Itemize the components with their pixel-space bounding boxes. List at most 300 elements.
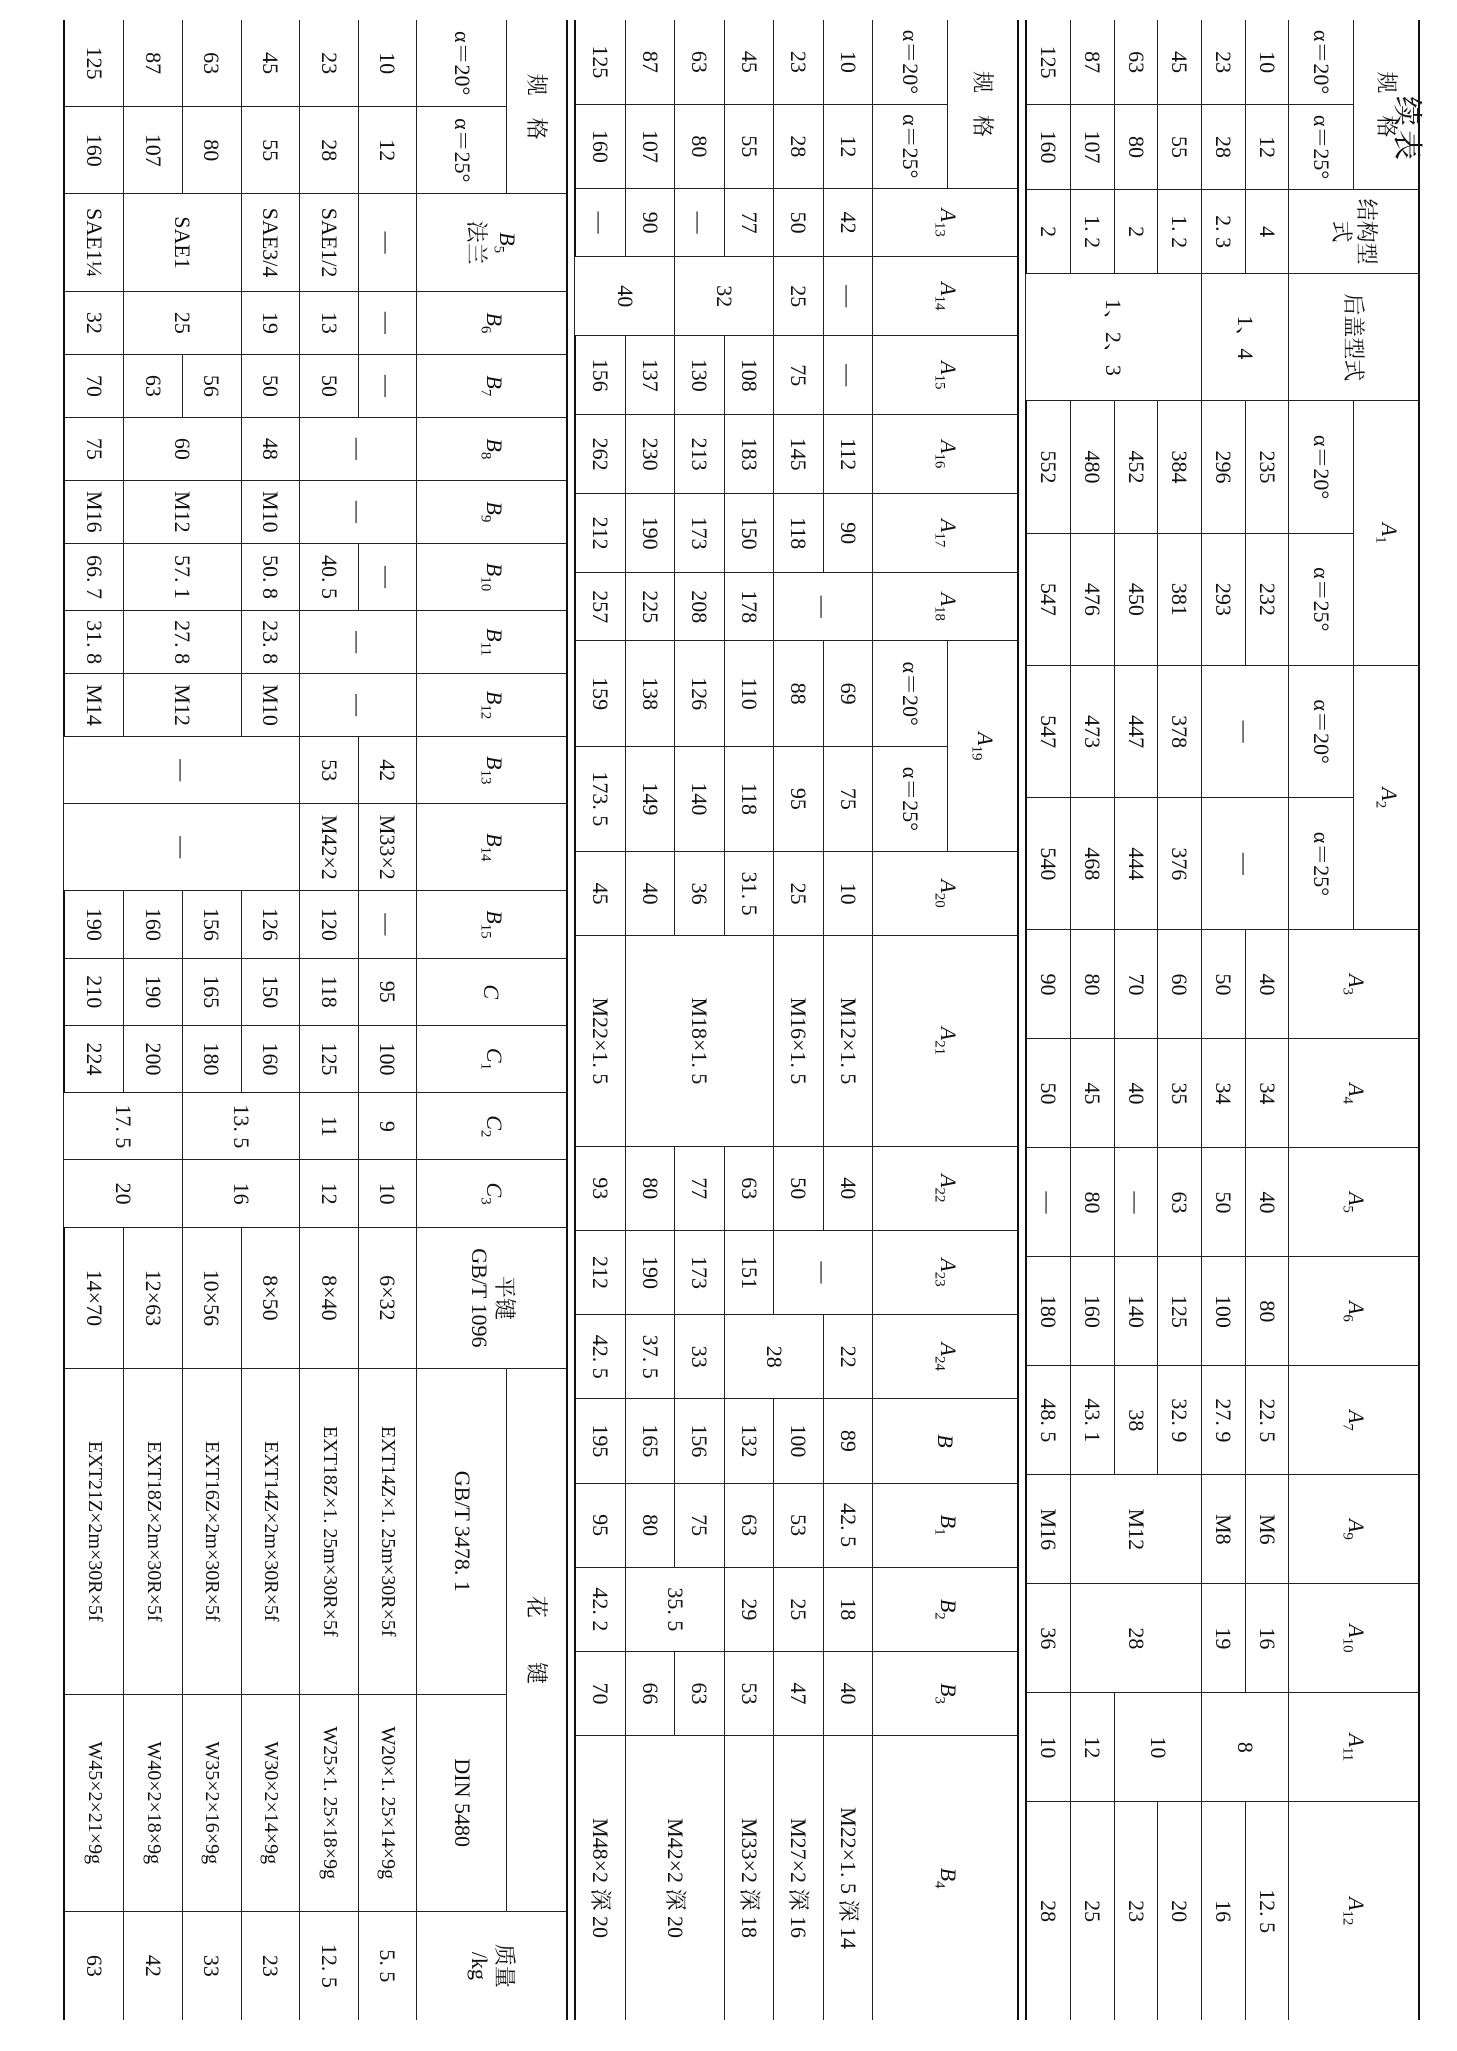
table-cell: 178 <box>725 573 775 641</box>
table-cell: 6×32 <box>358 1227 417 1368</box>
spline-header: 花 键 <box>507 1368 567 1911</box>
table-cell: 55 <box>241 107 300 194</box>
table-cell: 10×56 <box>182 1227 241 1368</box>
table-cell: 108 <box>725 336 775 415</box>
table-cell: 56 <box>182 354 241 417</box>
table-cell: — <box>300 417 417 480</box>
table-cell: 17. 5 <box>64 1093 182 1160</box>
table-cell: 50 <box>1026 1039 1071 1148</box>
table-cell: — <box>824 336 874 415</box>
dimension-table-1 <box>1025 20 1420 2020</box>
table-cell: 40. 5 <box>300 543 359 610</box>
table-cell: 10 <box>1026 1693 1071 1802</box>
table-cell: W35×2×16×9g <box>182 1694 241 1911</box>
a9-header: $A_9$ <box>1289 1475 1419 1584</box>
table-cell: 32. 9 <box>1158 1366 1202 1475</box>
table-cell: 25 <box>124 291 241 354</box>
table-cell: 1. 2 <box>1071 189 1115 274</box>
a19-header: $A_{19}$ <box>948 641 1018 852</box>
table-cell: 80 <box>1245 1257 1289 1366</box>
table-cell: W25×1. 25×18×9g <box>300 1694 359 1911</box>
cover-header: 后盖型式 <box>1289 274 1419 401</box>
table-cell: — <box>774 1230 873 1314</box>
table-cell: 183 <box>725 415 775 494</box>
table-cell: SAE3/4 <box>241 194 300 292</box>
table-cell: 23. 8 <box>241 611 300 674</box>
table-cell: 160 <box>241 1025 300 1092</box>
table-cell: 12 <box>1071 1693 1115 1802</box>
table-cell: 120 <box>300 891 359 958</box>
table-cell: 45 <box>1071 1039 1115 1148</box>
table-cell: 540 <box>1026 798 1071 930</box>
page-title: 续表 <box>1390 96 1423 164</box>
table-cell: 90 <box>824 494 874 573</box>
table-cell: 40 <box>824 1146 874 1230</box>
table-cell: 45 <box>1158 20 1202 105</box>
table-cell: 33 <box>675 1315 725 1399</box>
table-cell: 257 <box>575 573 626 641</box>
table-cell: 66 <box>626 1651 676 1735</box>
table-cell: 195 <box>575 1399 626 1483</box>
table-cell: 5. 5 <box>358 1911 417 2020</box>
table-cell: 69 <box>824 641 874 746</box>
table-cell: 77 <box>675 1146 725 1230</box>
table-cell: — <box>300 674 417 737</box>
alpha25-header: α＝25° <box>417 107 507 194</box>
table-cell: 80 <box>675 104 725 188</box>
table-cell: 27. 9 <box>1202 1366 1246 1475</box>
table-cell: M8 <box>1202 1475 1246 1584</box>
table-cell: 40 <box>575 257 675 336</box>
table-cell: 87 <box>626 20 676 104</box>
table-cell: — <box>824 257 874 336</box>
table-cell: M48×2 深 20 <box>575 1736 626 2020</box>
table-cell: EXT18Z×2m×30R×5f <box>124 1368 183 1694</box>
table-cell: 50. 8 <box>241 543 300 610</box>
table-cell: 25 <box>1071 1802 1115 2020</box>
table-cell: 63 <box>675 20 725 104</box>
table-cell: 25 <box>774 1567 824 1651</box>
table-cell: EXT21Z×2m×30R×5f <box>64 1368 124 1694</box>
table-cell: 14×70 <box>64 1227 124 1368</box>
a6-header: $A_6$ <box>1289 1257 1419 1366</box>
table-cell: 50 <box>1202 1148 1246 1257</box>
table-cell: W30×2×14×9g <box>241 1694 300 1911</box>
b-header: B <box>873 1399 1018 1483</box>
b15-header: $B_{15}$ <box>417 891 567 958</box>
rotated-tables <box>60 20 1420 2020</box>
a2-alpha25-header: α＝25° <box>1289 798 1354 930</box>
table-cell: 4 <box>1245 189 1289 274</box>
table-cell: — <box>675 188 725 256</box>
table-cell: 36 <box>675 851 725 935</box>
table-cell: 80 <box>1071 1148 1115 1257</box>
b11-header: $B_{11}$ <box>417 611 567 674</box>
table-cell: 80 <box>1071 930 1115 1039</box>
a20-header: $A_{20}$ <box>873 851 1018 935</box>
table-cell: — <box>64 737 300 804</box>
table-cell: 12 <box>1245 105 1289 190</box>
table-cell: 19 <box>1202 1584 1246 1693</box>
table-cell: EXT14Z×1. 25m×30R×5f <box>358 1368 417 1694</box>
table-cell: 63 <box>182 20 241 107</box>
table-cell: 36 <box>1026 1584 1071 1693</box>
table-cell: 95 <box>358 958 417 1025</box>
table-cell: 45 <box>725 20 775 104</box>
table-cell: M42×2 深 20 <box>626 1736 725 2020</box>
table-cell: 28 <box>725 1315 824 1399</box>
table-cell: — <box>575 188 626 256</box>
table-cell: 112 <box>824 415 874 494</box>
table-cell: — <box>1202 798 1289 930</box>
table-cell: M33×2 深 18 <box>725 1736 775 2020</box>
table-cell: 23 <box>1202 20 1246 105</box>
table-cell: — <box>358 891 417 958</box>
table-cell: 20 <box>1158 1802 1202 2020</box>
table-cell: 42. 5 <box>824 1483 874 1567</box>
a7-header: $A_7$ <box>1289 1366 1419 1475</box>
a1-header: $A_1$ <box>1354 401 1419 666</box>
table-cell: 10 <box>824 851 874 935</box>
table-cell: 100 <box>358 1025 417 1092</box>
table-cell: 125 <box>1158 1257 1202 1366</box>
table-cell: 63 <box>124 354 183 417</box>
table-cell: M33×2 <box>358 804 417 891</box>
table-cell: M10 <box>241 674 300 737</box>
a13-header: $A_{13}$ <box>873 188 1018 256</box>
b7-header: $B_7$ <box>417 354 567 417</box>
table-cell: 100 <box>1202 1257 1246 1366</box>
table-cell: 75 <box>824 746 874 851</box>
table-cell: 107 <box>626 104 676 188</box>
table-cell: 34 <box>1202 1039 1246 1148</box>
table-cell: 29 <box>725 1567 775 1651</box>
table-cell: 31. 8 <box>64 611 124 674</box>
b6-header: $B_6$ <box>417 291 567 354</box>
a14-header: $A_{14}$ <box>873 257 1018 336</box>
table-cell: 190 <box>626 494 676 573</box>
mass-header: 质量 /kg <box>417 1911 567 2020</box>
c-header: C <box>417 958 567 1025</box>
table-cell: 50 <box>300 354 359 417</box>
table-cell: 23 <box>1114 1802 1158 2020</box>
table-cell: 165 <box>182 958 241 1025</box>
table-cell: 63 <box>64 1911 124 2020</box>
table-cell: 50 <box>774 1146 824 1230</box>
a4-header: $A_4$ <box>1289 1039 1419 1148</box>
table-cell: 447 <box>1114 665 1158 797</box>
table-cell: 126 <box>675 641 725 746</box>
table-cell: 384 <box>1158 401 1202 533</box>
table-cell: 235 <box>1245 401 1289 533</box>
c3-header: $C_3$ <box>417 1160 567 1227</box>
table-cell: 63 <box>675 1651 725 1735</box>
table-cell: 173 <box>675 1230 725 1314</box>
table-cell: M16×1. 5 <box>774 936 824 1147</box>
table-cell: 50 <box>774 188 824 256</box>
spline-din-header: DIN 5480 <box>417 1694 507 1911</box>
table-cell: M18×1. 5 <box>626 936 775 1147</box>
table-cell: 22 <box>824 1315 874 1399</box>
table-cell: 35. 5 <box>626 1567 725 1651</box>
table-cell: 95 <box>774 746 824 851</box>
b2-header: $B_2$ <box>873 1567 1018 1651</box>
table-cell: 90 <box>626 188 676 256</box>
table-cell: 10 <box>358 20 417 107</box>
table-cell: 90 <box>1026 930 1071 1039</box>
b4-header: $B_4$ <box>873 1736 1018 2020</box>
table-cell: 16 <box>182 1160 299 1227</box>
table-cell: 110 <box>725 641 775 746</box>
table-cell: 9 <box>358 1093 417 1160</box>
table-cell: 160 <box>1071 1257 1115 1366</box>
table-cell: 28 <box>1071 1584 1202 1693</box>
table-cell: 25 <box>774 851 824 935</box>
table-cell: 165 <box>626 1399 676 1483</box>
dimension-table-2 <box>574 20 1019 2020</box>
table-cell: 476 <box>1071 533 1115 665</box>
table-cell: 45 <box>575 851 626 935</box>
b10-header: $B_{10}$ <box>417 543 567 610</box>
table-cell: 8×40 <box>300 1227 359 1368</box>
table-cell: 60 <box>1158 930 1202 1039</box>
table-cell: W20×1. 25×14×9g <box>358 1694 417 1911</box>
table-cell: 75 <box>64 417 124 480</box>
a24-header: $A_{24}$ <box>873 1315 1018 1399</box>
a10-header: $A_{10}$ <box>1289 1584 1419 1693</box>
table-cell: 25 <box>774 257 824 336</box>
alpha20-header: α＝20° <box>873 20 948 104</box>
table-cell: 10 <box>1245 20 1289 105</box>
a16-header: $A_{16}$ <box>873 415 1018 494</box>
table-cell: 53 <box>774 1483 824 1567</box>
table-cell: M42×2 <box>300 804 359 891</box>
b5-header: $B_5$ 法兰 <box>417 194 567 292</box>
table-cell: 296 <box>1202 401 1246 533</box>
table-cell: 37. 5 <box>626 1315 676 1399</box>
table-cell: 156 <box>575 336 626 415</box>
table-cell: 212 <box>575 494 626 573</box>
table-cell: 132 <box>725 1399 775 1483</box>
a11-header: $A_{11}$ <box>1289 1693 1419 1802</box>
c2-header: $C_2$ <box>417 1093 567 1160</box>
table-cell: 28 <box>774 104 824 188</box>
b8-header: $B_8$ <box>417 417 567 480</box>
table-cell: 150 <box>725 494 775 573</box>
table-cell: 23 <box>300 20 359 107</box>
table-cell: 125 <box>64 20 124 107</box>
table-cell: 42 <box>124 1911 183 2020</box>
table-cell: 16 <box>1202 1802 1246 2020</box>
table-cell: 180 <box>182 1025 241 1092</box>
table-cell: 160 <box>1026 105 1071 190</box>
a18-header: $A_{18}$ <box>873 573 1018 641</box>
table-cell: 8×50 <box>241 1227 300 1368</box>
table-cell: 381 <box>1158 533 1202 665</box>
table-cell: 47 <box>774 1651 824 1735</box>
spec-header: 规 格 <box>1354 20 1419 189</box>
table-cell: 12 <box>824 104 874 188</box>
table-cell: 173. 5 <box>575 746 626 851</box>
table-cell: 130 <box>675 336 725 415</box>
table-cell: M14 <box>64 674 124 737</box>
table-cell: M22×1. 5 深 14 <box>824 1736 874 2020</box>
table-cell: 12. 5 <box>300 1911 359 2020</box>
table-cell: 262 <box>575 415 626 494</box>
table-cell: 293 <box>1202 533 1246 665</box>
table-cell: 38 <box>1114 1366 1158 1475</box>
a17-header: $A_{17}$ <box>873 494 1018 573</box>
b3-header: $B_3$ <box>873 1651 1018 1735</box>
table-cell: 468 <box>1071 798 1115 930</box>
table-cell: 63 <box>725 1483 775 1567</box>
table-cell: M16 <box>64 480 124 543</box>
table-cell: 225 <box>626 573 676 641</box>
a3-header: $A_3$ <box>1289 930 1419 1039</box>
table-cell: 160 <box>124 891 183 958</box>
table-cell: 22. 5 <box>1245 1366 1289 1475</box>
table-cell: 552 <box>1026 401 1071 533</box>
table-cell: — <box>358 543 417 610</box>
b1-header: $B_1$ <box>873 1483 1018 1567</box>
table-cell: 16 <box>1245 1584 1289 1693</box>
table-cell: 149 <box>626 746 676 851</box>
table-cell: 80 <box>626 1146 676 1230</box>
table-cell: 151 <box>725 1230 775 1314</box>
a5-header: $A_5$ <box>1289 1148 1419 1257</box>
table-cell: 45 <box>241 20 300 107</box>
table-cell: 10 <box>824 20 874 104</box>
a19-alpha20-header: α＝20° <box>873 641 948 746</box>
table-cell: 126 <box>241 891 300 958</box>
b14-header: $B_{14}$ <box>417 804 567 891</box>
table-cell: 12×63 <box>124 1227 183 1368</box>
table-cell: 42 <box>358 737 417 804</box>
table-cell: 70 <box>575 1651 626 1735</box>
table-cell: 444 <box>1114 798 1158 930</box>
a1-alpha25-header: α＝25° <box>1289 533 1354 665</box>
table-cell: 473 <box>1071 665 1115 797</box>
table-cell: 77 <box>725 188 775 256</box>
table-cell: SAE1 <box>124 194 241 292</box>
table-cell: 140 <box>1114 1257 1158 1366</box>
table-cell: 80 <box>182 107 241 194</box>
struct-header: 结构型式 <box>1289 189 1419 274</box>
table-cell: 42. 5 <box>575 1315 626 1399</box>
table-cell: 13. 5 <box>182 1093 299 1160</box>
c1-header: $C_1$ <box>417 1025 567 1092</box>
table-cell: 1、4 <box>1202 274 1289 401</box>
alpha25-header: α＝25° <box>1289 105 1354 190</box>
table-cell: EXT18Z×1. 25m×30R×5f <box>300 1368 359 1694</box>
table-cell: M12×1. 5 <box>824 936 874 1147</box>
table-cell: — <box>300 480 417 543</box>
a2-header: $A_2$ <box>1354 665 1419 930</box>
table-cell: 190 <box>64 891 124 958</box>
table-cell: M12 <box>1071 1475 1202 1584</box>
table-cell: 50 <box>1202 930 1246 1039</box>
table-cell: 18 <box>824 1567 874 1651</box>
table-cell: 11 <box>300 1093 359 1160</box>
a19-alpha25-header: α＝25° <box>873 746 948 851</box>
table-cell: 48. 5 <box>1026 1366 1071 1475</box>
table-cell: M12 <box>124 480 241 543</box>
table-cell: — <box>1026 1148 1071 1257</box>
table-cell: 28 <box>300 107 359 194</box>
a23-header: $A_{23}$ <box>873 1230 1018 1314</box>
alpha25-header: α＝25° <box>873 104 948 188</box>
table-cell: W40×2×18×9g <box>124 1694 183 1911</box>
table-cell: 40 <box>1245 930 1289 1039</box>
table-cell: 70 <box>64 354 124 417</box>
table-cell: EXT16Z×2m×30R×5f <box>182 1368 241 1694</box>
table-cell: 125 <box>575 20 626 104</box>
a1-alpha20-header: α＝20° <box>1289 401 1354 533</box>
table-cell: 55 <box>1158 105 1202 190</box>
table-cell: 1、2、3 <box>1026 274 1202 401</box>
b13-header: $B_{13}$ <box>417 737 567 804</box>
table-cell: 159 <box>575 641 626 746</box>
table-cell: 27. 8 <box>124 611 241 674</box>
table-cell: 40 <box>824 1651 874 1735</box>
table-cell: 210 <box>64 958 124 1025</box>
table-cell: 208 <box>675 573 725 641</box>
table-cell: 137 <box>626 336 676 415</box>
alpha20-header: α＝20° <box>1289 20 1354 105</box>
table-cell: 12 <box>300 1160 359 1227</box>
table-cell: 230 <box>626 415 676 494</box>
table-cell: EXT14Z×2m×30R×5f <box>241 1368 300 1694</box>
table-cell: 376 <box>1158 798 1202 930</box>
table-cell: 452 <box>1114 401 1158 533</box>
table-cell: 40 <box>626 851 676 935</box>
table-cell: 23 <box>774 20 824 104</box>
table-cell: 8 <box>1202 1693 1289 1802</box>
table-cell: 57. 1 <box>124 543 241 610</box>
table-cell: 118 <box>300 958 359 1025</box>
a21-header: $A_{21}$ <box>873 936 1018 1147</box>
spec-header: 规 格 <box>948 20 1018 188</box>
table-cell: 55 <box>725 104 775 188</box>
table-cell: 378 <box>1158 665 1202 797</box>
table-cell: M16 <box>1026 1475 1071 1584</box>
table-cell: 40 <box>1114 1039 1158 1148</box>
spline-gb-header: GB/T 3478. 1 <box>417 1368 507 1694</box>
table-cell: 32 <box>64 291 124 354</box>
table-cell: 212 <box>575 1230 626 1314</box>
table-cell: 89 <box>824 1399 874 1483</box>
spec-header: 规 格 <box>507 20 567 194</box>
table-cell: — <box>1114 1148 1158 1257</box>
table-cell: 63 <box>1114 20 1158 105</box>
table-cell: 190 <box>626 1230 676 1314</box>
table-cell: — <box>358 291 417 354</box>
table-cell: M10 <box>241 480 300 543</box>
table-cell: 13 <box>300 291 359 354</box>
table-cell: — <box>358 354 417 417</box>
table-cell: 125 <box>1026 20 1071 105</box>
table-cell: — <box>64 804 300 891</box>
table-cell: 173 <box>675 494 725 573</box>
table-cell: 53 <box>300 737 359 804</box>
table-cell: 138 <box>626 641 676 746</box>
table-cell: 48 <box>241 417 300 480</box>
table-cell: 70 <box>1114 930 1158 1039</box>
table-cell: 20 <box>64 1160 182 1227</box>
table-cell: 156 <box>182 891 241 958</box>
table-cell: 190 <box>124 958 183 1025</box>
a22-header: $A_{22}$ <box>873 1146 1018 1230</box>
